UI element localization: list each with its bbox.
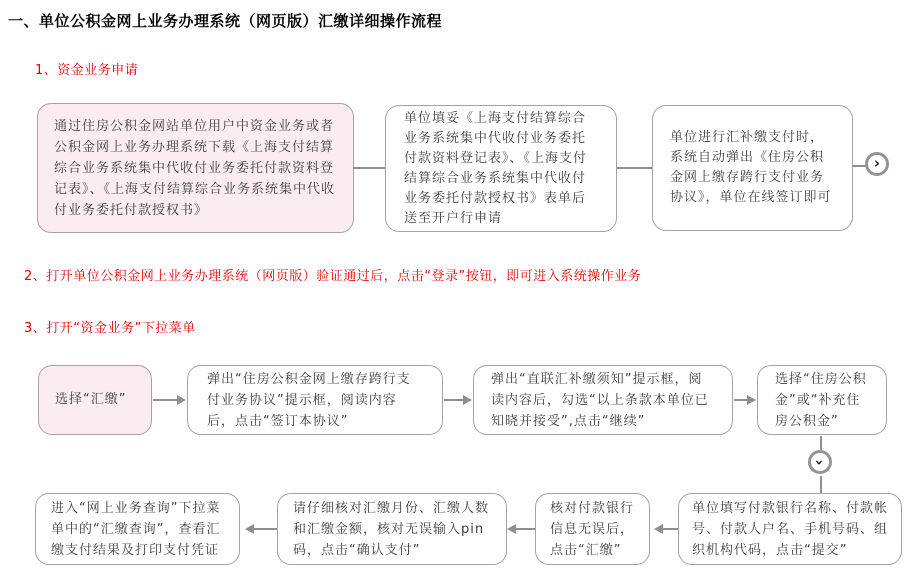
flow2-step-4 bbox=[757, 365, 887, 435]
flow2-step-4-text: 选择“住房公积金”或“补充住房公积金” bbox=[775, 371, 867, 429]
section-1-heading: 1、资金业务申请 bbox=[35, 63, 139, 78]
arrow-right-icon bbox=[747, 395, 756, 405]
flow-connector-vertical bbox=[820, 476, 822, 493]
flow1-step-1-text: 通过住房公积金网站单位用户中资金业务或者公积金网上业务办理系统下载《上海支付结算综合业务系统集中代收付业务委托付款资料登记表》、《上海支付结算综合业务系统集中代收付业务委托付款授权书》 bbox=[54, 118, 336, 218]
flow3-step-3 bbox=[277, 493, 507, 565]
flow1-step-2-text: 单位填妥《上海支付结算综合业务系统集中代收付业务委托付款资料登记表》、《上海支付结算综合业务系统集中代收付业务委托付款授权书》表单后送至开户行申请 bbox=[404, 110, 588, 226]
flow1-step-1 bbox=[37, 103, 354, 233]
chevron-down-icon bbox=[808, 450, 832, 474]
flow2-connector-2 bbox=[444, 399, 464, 401]
flow-connector-vertical bbox=[820, 436, 822, 450]
flow1-step-3-text: 单位进行汇补缴支付时，系统自动弹出《住房公积金网上缴存跨行支付业务协议》，单位在线签订即可 bbox=[670, 130, 832, 205]
flow1-step-3 bbox=[652, 105, 853, 231]
flow3-connector-3 bbox=[253, 528, 277, 530]
flow3-step-1 bbox=[678, 493, 902, 565]
flow1-connector-2 bbox=[617, 167, 652, 169]
chevron-right-glyph: › bbox=[873, 153, 881, 172]
flow3-connector-1 bbox=[662, 528, 678, 530]
flow2-step-1-text: 选择“汇缴” bbox=[55, 392, 127, 407]
chevron-right-icon bbox=[865, 152, 889, 176]
flow2-step-3 bbox=[473, 365, 733, 435]
flow3-step-1-text: 单位填写付款银行名称、付款帐号、付款人户名、手机号码、组织机构代码，点击“提交” bbox=[692, 500, 889, 558]
section-3-heading: 3、打开“资金业务”下拉菜单 bbox=[24, 321, 196, 336]
flow2-step-3-text: 弹出“直联汇补缴须知”提示框，阅读内容后，勾选“以上条款本单位已知晓并接受”,点击“继续” bbox=[491, 371, 709, 429]
flow3-step-4 bbox=[35, 493, 240, 565]
flow1-connector-1 bbox=[353, 167, 385, 169]
flow1-connector-3 bbox=[853, 165, 866, 167]
arrow-right-icon bbox=[177, 395, 186, 405]
flow1-step-2 bbox=[385, 105, 617, 232]
arrow-right-icon bbox=[463, 395, 472, 405]
section-2-heading: 2、打开单位公积金网上业务办理系统（网页版）验证通过后，点击“登录”按钮，即可进入系统操作业务 bbox=[24, 269, 642, 284]
flow3-step-2-text: 核对付款银行信息无误后，点击“汇缴” bbox=[550, 500, 635, 558]
flow2-connector-1 bbox=[153, 399, 178, 401]
flow3-step-2 bbox=[535, 493, 650, 565]
flow2-connector-3 bbox=[734, 399, 748, 401]
flow2-step-2-text: 弹出“住房公积金网上缴存跨行支付业务协议”提示框，阅读内容后，点击“签订本协议” bbox=[207, 371, 411, 429]
flow3-connector-2 bbox=[515, 528, 535, 530]
chevron-down-glyph: › bbox=[811, 458, 829, 466]
flow2-step-2 bbox=[187, 365, 443, 435]
flow2-step-1 bbox=[38, 365, 152, 435]
page-title: 一、单位公积金网上业务办理系统（网页版）汇缴详细操作流程 bbox=[8, 12, 443, 30]
flow3-step-4-text: 进入“网上业务查询”下拉菜单中的“汇缴查询”，查看汇缴支付结果及打印支付凭证 bbox=[51, 500, 221, 558]
flow3-step-3-text: 请仔细核对汇缴月份、汇缴人数和汇缴金额，核对无误输入pin码，点击“确认支付” bbox=[293, 500, 490, 558]
